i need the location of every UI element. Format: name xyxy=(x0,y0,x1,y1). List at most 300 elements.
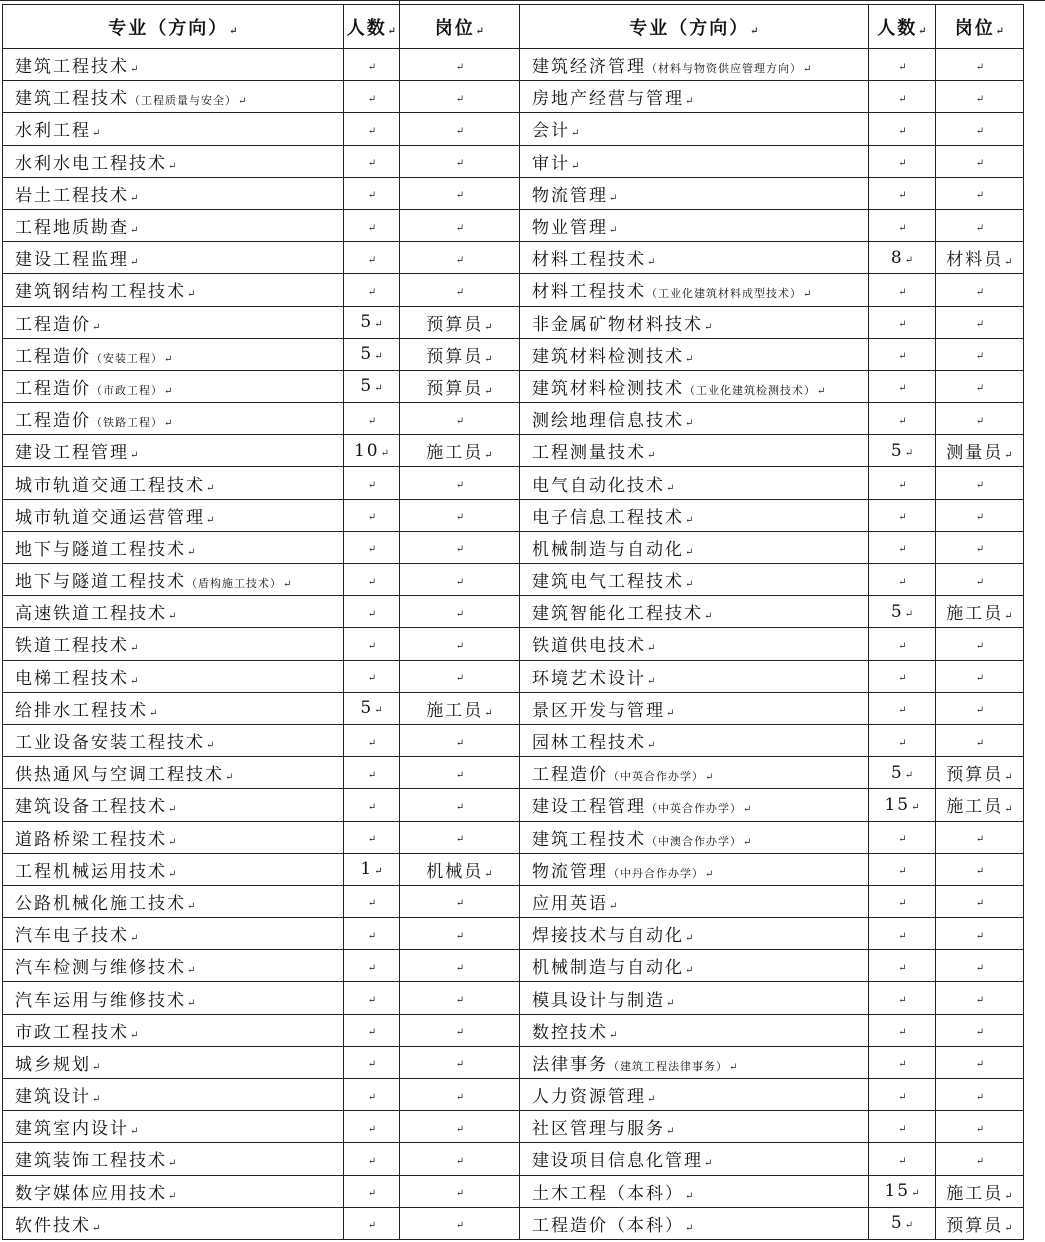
paragraph-mark: ↵ xyxy=(92,128,101,140)
paragraph-mark: ↵ xyxy=(484,450,493,462)
paragraph-mark: ↵ xyxy=(666,1126,675,1138)
major-name-cell-left xyxy=(3,242,344,274)
header-count-left: 人数↵ xyxy=(344,5,400,49)
paragraph-mark: ↵ xyxy=(374,866,383,878)
paragraph-mark: ↵ xyxy=(367,801,377,813)
paragraph-mark: ↵ xyxy=(1004,772,1013,784)
major-name-cell-left xyxy=(3,435,344,467)
major-name-cell-right xyxy=(520,821,869,853)
post-cell-right xyxy=(936,177,1024,209)
paragraph-mark: ↵ xyxy=(92,1094,101,1106)
major-name-cell-left xyxy=(3,81,344,113)
paragraph-mark: ↵ xyxy=(206,482,215,494)
paragraph-mark: ↵ xyxy=(898,222,907,234)
post-cell-right xyxy=(936,885,1024,917)
header-major-left: 专业（方向）↵ xyxy=(3,5,344,49)
major-name-cell-left xyxy=(3,564,344,596)
major-name: 岩土工程技术 xyxy=(15,185,129,206)
major-direction-note: （安装工程） xyxy=(91,351,163,365)
post-cell-right xyxy=(936,499,1024,531)
paragraph-mark: ↵ xyxy=(911,1188,920,1200)
major-name-cell-left xyxy=(3,853,344,885)
paragraph-mark: ↵ xyxy=(455,61,465,73)
major-name-cell-left xyxy=(3,1014,344,1046)
paragraph-mark: ↵ xyxy=(975,415,985,427)
post-cell-left xyxy=(400,177,520,209)
headcount-cell-left xyxy=(344,660,400,692)
major-name: 建设工程管理 xyxy=(15,443,129,464)
paragraph-mark: ↵ xyxy=(367,286,377,298)
headcount-cell-left xyxy=(344,789,400,821)
headcount-cell-right xyxy=(869,306,936,338)
headcount-value: 5 xyxy=(890,440,904,461)
major-name-cell-right xyxy=(520,1111,869,1143)
paragraph-mark: ↵ xyxy=(975,1059,985,1071)
post-cell-left xyxy=(400,982,520,1014)
table-row xyxy=(3,81,1024,113)
headcount-cell-left xyxy=(344,1014,400,1046)
paragraph-mark: ↵ xyxy=(455,254,465,266)
paragraph-mark: ↵ xyxy=(149,707,158,719)
paragraph-mark: ↵ xyxy=(975,1091,985,1103)
paragraph-mark: ↵ xyxy=(898,898,907,910)
paragraph-mark: ↵ xyxy=(455,962,465,974)
paragraph-mark: ↵ xyxy=(898,576,907,588)
major-name: 建筑电气工程技术 xyxy=(532,572,684,593)
paragraph-mark: ↵ xyxy=(367,1123,377,1135)
major-name: 汽车检测与维修技术 xyxy=(15,958,186,979)
headcount-cell-right xyxy=(869,724,936,756)
major-name-cell-left xyxy=(3,789,344,821)
paragraph-mark: ↵ xyxy=(92,1222,101,1234)
post-cell-left xyxy=(400,274,520,306)
major-name-cell-right xyxy=(520,338,869,370)
paragraph-mark: ↵ xyxy=(975,930,985,942)
major-name: 建筑智能化工程技术 xyxy=(532,604,703,625)
paragraph-mark: ↵ xyxy=(666,997,675,1009)
paragraph-mark: ↵ xyxy=(898,190,907,202)
major-name-cell-left xyxy=(3,1143,344,1175)
major-name-cell-right xyxy=(520,113,869,145)
headcount-value: 15 xyxy=(884,794,911,815)
paragraph-mark: ↵ xyxy=(975,834,985,846)
paragraph-mark: ↵ xyxy=(904,769,914,781)
post-cell-right xyxy=(936,467,1024,499)
paragraph-mark: ↵ xyxy=(455,673,465,685)
post-value: 施工员 xyxy=(426,700,484,721)
post-cell-right xyxy=(936,724,1024,756)
paragraph-mark: ↵ xyxy=(975,222,985,234)
major-name: 建设工程管理 xyxy=(532,797,646,818)
major-name: 非金属矿物材料技术 xyxy=(532,314,703,335)
paragraph-mark: ↵ xyxy=(168,836,177,848)
headcount-value: 15 xyxy=(884,1181,911,1202)
major-name-cell-right xyxy=(520,370,869,402)
post-cell-right xyxy=(936,1014,1024,1046)
post-cell-right xyxy=(936,918,1024,950)
headcount-cell-left xyxy=(344,338,400,370)
major-name-cell-left xyxy=(3,628,344,660)
paragraph-mark: ↵ xyxy=(898,61,907,73)
major-name-cell-left xyxy=(3,1046,344,1078)
major-name-cell-left xyxy=(3,1079,344,1111)
paragraph-mark: ↵ xyxy=(898,1091,907,1103)
paragraph-mark: ↵ xyxy=(975,319,985,331)
headcount-cell-right xyxy=(869,338,936,370)
paragraph-mark: ↵ xyxy=(187,900,196,912)
headcount-cell-left xyxy=(344,564,400,596)
headcount-cell-left xyxy=(344,435,400,467)
paragraph-mark: ↵ xyxy=(975,995,985,1007)
headcount-cell-right xyxy=(869,757,936,789)
paragraph-mark: ↵ xyxy=(904,254,914,266)
major-name-cell-right xyxy=(520,724,869,756)
paragraph-mark: ↵ xyxy=(1004,804,1013,816)
major-name: 工程测量技术 xyxy=(532,443,646,464)
paragraph-mark: ↵ xyxy=(898,544,907,556)
paragraph-mark: ↵ xyxy=(685,579,694,591)
paragraph-mark: ↵ xyxy=(455,995,465,1007)
paragraph-mark: ↵ xyxy=(367,125,377,137)
paragraph-mark: ↵ xyxy=(455,1188,465,1200)
paragraph-mark: ↵ xyxy=(975,640,985,652)
post-cell-right xyxy=(936,853,1024,885)
headcount-cell-right xyxy=(869,918,936,950)
major-name: 数控技术 xyxy=(532,1022,608,1043)
paragraph-mark: ↵ xyxy=(455,158,465,170)
major-name-cell-right xyxy=(520,1014,869,1046)
paragraph-mark: ↵ xyxy=(898,319,907,331)
post-cell-right xyxy=(936,113,1024,145)
paragraph-mark: ↵ xyxy=(898,125,907,137)
paragraph-mark: ↵ xyxy=(898,1027,907,1039)
headcount-cell-right xyxy=(869,1111,936,1143)
paragraph-mark: ↵ xyxy=(704,611,713,623)
post-value: 施工员 xyxy=(946,1183,1004,1204)
paragraph-mark: ↵ xyxy=(367,1155,377,1167)
paragraph-mark: ↵ xyxy=(484,353,493,365)
major-name-cell-right xyxy=(520,467,869,499)
paragraph-mark: ↵ xyxy=(898,415,907,427)
major-name-cell-right xyxy=(520,49,869,81)
headcount-cell-left xyxy=(344,370,400,402)
major-name: 会计 xyxy=(532,121,570,142)
table-row xyxy=(3,370,1024,402)
table-row xyxy=(3,1079,1024,1111)
header-post-left: 岗位↵ xyxy=(400,5,520,49)
post-cell-left xyxy=(400,628,520,660)
major-name: 机械制造与自动化 xyxy=(532,539,684,560)
major-name: 建设项目信息化管理 xyxy=(532,1151,703,1172)
paragraph-mark: ↵ xyxy=(685,1190,694,1202)
paragraph-mark: ↵ xyxy=(898,866,907,878)
major-name-cell-right xyxy=(520,564,869,596)
major-name-cell-right xyxy=(520,306,869,338)
paragraph-mark: ↵ xyxy=(367,544,377,556)
post-cell-left xyxy=(400,113,520,145)
paragraph-mark: ↵ xyxy=(380,447,390,459)
paragraph-mark: ↵ xyxy=(904,608,914,620)
paragraph-mark: ↵ xyxy=(367,769,377,781)
table-row xyxy=(3,628,1024,660)
major-name: 建筑钢结构工程技术 xyxy=(15,282,186,303)
headcount-cell-right xyxy=(869,81,936,113)
headcount-value: 5 xyxy=(890,762,904,783)
paragraph-mark: ↵ xyxy=(647,675,656,687)
headcount-cell-left xyxy=(344,596,400,628)
table-row xyxy=(3,564,1024,596)
headcount-cell-left xyxy=(344,821,400,853)
post-cell-left xyxy=(400,885,520,917)
paragraph-mark: ↵ xyxy=(975,544,985,556)
table-row xyxy=(3,853,1024,885)
post-cell-right xyxy=(936,1046,1024,1078)
paragraph-mark: ↵ xyxy=(609,900,618,912)
major-name: 社区管理与服务 xyxy=(532,1119,665,1140)
paragraph-mark: ↵ xyxy=(367,61,377,73)
paragraph-mark: ↵ xyxy=(975,93,985,105)
paragraph-mark: ↵ xyxy=(455,1027,465,1039)
paragraph-mark: ↵ xyxy=(455,834,465,846)
major-name: 园林工程技术 xyxy=(532,733,646,754)
post-cell-right xyxy=(936,628,1024,660)
paragraph-mark: ↵ xyxy=(367,995,377,1007)
headcount-cell-left xyxy=(344,1111,400,1143)
major-name: 建筑材料检测技术 xyxy=(532,378,684,399)
table-row xyxy=(3,789,1024,821)
major-name: 建筑工程技术 xyxy=(532,829,646,850)
header-post-right: 岗位↵ xyxy=(936,5,1024,49)
table-row xyxy=(3,596,1024,628)
major-name: 水利水电工程技术 xyxy=(15,153,167,174)
paragraph-mark: ↵ xyxy=(975,286,985,298)
headcount-value: 10 xyxy=(353,440,380,461)
headcount-cell-left xyxy=(344,853,400,885)
paragraph-mark: ↵ xyxy=(367,222,377,234)
paragraph-mark: ↵ xyxy=(168,160,177,172)
major-name: 建筑设计 xyxy=(15,1087,91,1108)
table-row xyxy=(3,209,1024,241)
post-value: 测量员 xyxy=(946,443,1004,464)
paragraph-mark: ↵ xyxy=(685,353,694,365)
paragraph-mark: ↵ xyxy=(92,321,101,333)
major-name: 建筑室内设计 xyxy=(15,1119,129,1140)
table-row xyxy=(3,918,1024,950)
paragraph-mark: ↵ xyxy=(975,962,985,974)
major-name: 数字媒体应用技术 xyxy=(15,1183,167,1204)
major-name-cell-right xyxy=(520,1175,869,1207)
major-name-cell-right xyxy=(520,531,869,563)
post-cell-right xyxy=(936,1207,1024,1239)
paragraph-mark: ↵ xyxy=(898,1059,907,1071)
paragraph-mark: ↵ xyxy=(647,450,656,462)
table-body xyxy=(3,49,1024,1240)
major-name: 铁道工程技术 xyxy=(15,636,129,657)
table-row xyxy=(3,531,1024,563)
major-name: 机械制造与自动化 xyxy=(532,958,684,979)
paragraph-mark: ↵ xyxy=(164,418,173,430)
paragraph-mark: ↵ xyxy=(898,640,907,652)
major-name-cell-left xyxy=(3,499,344,531)
paragraph-mark: ↵ xyxy=(455,480,465,492)
paragraph-mark: ↵ xyxy=(130,192,139,204)
paragraph-mark: ↵ xyxy=(743,804,752,816)
major-name: 审计 xyxy=(532,153,570,174)
headcount-cell-right xyxy=(869,1046,936,1078)
post-value: 施工员 xyxy=(426,443,484,464)
paragraph-mark: ↵ xyxy=(130,1029,139,1041)
paragraph-mark: ↵ xyxy=(367,480,377,492)
post-cell-right xyxy=(936,660,1024,692)
paragraph-mark: ↵ xyxy=(367,190,377,202)
table-row xyxy=(3,49,1024,81)
major-direction-note: （中英合作办学） xyxy=(646,802,742,816)
paragraph-mark: ↵ xyxy=(455,1220,465,1232)
headcount-cell-right xyxy=(869,1079,936,1111)
paragraph-mark: ↵ xyxy=(187,965,196,977)
paragraph-mark: ↵ xyxy=(666,482,675,494)
paragraph-mark: ↵ xyxy=(647,1094,656,1106)
paragraph-mark: ↵ xyxy=(374,383,383,395)
paragraph-mark: ↵ xyxy=(609,225,618,237)
major-name: 房地产经营与管理 xyxy=(532,89,684,110)
major-name: 城市轨道交通工程技术 xyxy=(15,475,205,496)
table-row xyxy=(3,660,1024,692)
major-direction-note: （中英合作办学） xyxy=(608,770,704,784)
post-cell-left xyxy=(400,435,520,467)
post-cell-left xyxy=(400,49,520,81)
post-cell-left xyxy=(400,370,520,402)
paragraph-mark: ↵ xyxy=(898,93,907,105)
paragraph-mark: ↵ xyxy=(374,351,383,363)
headcount-cell-left xyxy=(344,982,400,1014)
paragraph-mark: ↵ xyxy=(455,512,465,524)
paragraph-mark: ↵ xyxy=(367,1027,377,1039)
major-name: 模具设计与制造 xyxy=(532,990,665,1011)
major-name-cell-right xyxy=(520,499,869,531)
major-name-cell-right xyxy=(520,982,869,1014)
post-cell-left xyxy=(400,145,520,177)
paragraph-mark: ↵ xyxy=(911,801,920,813)
post-cell-left xyxy=(400,1207,520,1239)
headcount-cell-right xyxy=(869,885,936,917)
paragraph-mark: ↵ xyxy=(704,1158,713,1170)
headcount-cell-right xyxy=(869,1207,936,1239)
major-direction-note: （中丹合作办学） xyxy=(608,866,704,880)
paragraph-mark: ↵ xyxy=(168,611,177,623)
headcount-cell-left xyxy=(344,950,400,982)
major-name-cell-left xyxy=(3,982,344,1014)
major-direction-note: （市政工程） xyxy=(91,383,163,397)
major-name: 市政工程技术 xyxy=(15,1022,129,1043)
paragraph-mark: ↵ xyxy=(367,898,377,910)
paragraph-mark: ↵ xyxy=(975,480,985,492)
paragraph-mark: ↵ xyxy=(904,447,914,459)
major-direction-note: （盾构施工技术） xyxy=(186,577,282,591)
major-name-cell-left xyxy=(3,306,344,338)
paragraph-mark: ↵ xyxy=(571,128,580,140)
post-cell-left xyxy=(400,821,520,853)
major-name: 汽车运用与维修技术 xyxy=(15,990,186,1011)
paragraph-mark: ↵ xyxy=(647,643,656,655)
headcount-cell-right xyxy=(869,1175,936,1207)
major-name-cell-left xyxy=(3,209,344,241)
headcount-cell-right xyxy=(869,692,936,724)
paragraph-mark: ↵ xyxy=(898,383,907,395)
paragraph-mark: ↵ xyxy=(975,705,985,717)
headcount-cell-right xyxy=(869,950,936,982)
paragraph-mark: ↵ xyxy=(367,834,377,846)
major-name: 工程机械运用技术 xyxy=(15,861,167,882)
paragraph-mark: ↵ xyxy=(1004,611,1013,623)
paragraph-mark: ↵ xyxy=(898,834,907,846)
paragraph-mark: ↵ xyxy=(685,1222,694,1234)
table-row xyxy=(3,177,1024,209)
major-name: 汽车电子技术 xyxy=(15,926,129,947)
paragraph-mark: ↵ xyxy=(975,1123,985,1135)
headcount-cell-left xyxy=(344,49,400,81)
major-name: 建设工程监理 xyxy=(15,250,129,271)
paragraph-mark: ↵ xyxy=(374,705,383,717)
headcount-value: 5 xyxy=(360,698,374,719)
headcount-cell-left xyxy=(344,724,400,756)
major-name-cell-right xyxy=(520,853,869,885)
major-name-cell-right xyxy=(520,757,869,789)
paragraph-mark: ↵ xyxy=(367,962,377,974)
major-name: 材料工程技术 xyxy=(532,250,646,271)
paragraph-mark: ↵ xyxy=(367,640,377,652)
paragraph-mark: ↵ xyxy=(484,385,493,397)
post-cell-right xyxy=(936,564,1024,596)
major-name-cell-right xyxy=(520,81,869,113)
major-name-cell-left xyxy=(3,467,344,499)
headcount-cell-right xyxy=(869,1143,936,1175)
headcount-cell-right xyxy=(869,177,936,209)
major-name-cell-right xyxy=(520,145,869,177)
paragraph-mark: ↵ xyxy=(975,61,985,73)
major-name: 工程地质勘查 xyxy=(15,218,129,239)
paragraph-mark: ↵ xyxy=(1004,1190,1013,1202)
table-row xyxy=(3,757,1024,789)
paragraph-mark: ↵ xyxy=(817,385,826,397)
paragraph-mark: ↵ xyxy=(130,643,139,655)
post-cell-right xyxy=(936,982,1024,1014)
major-name: 工程造价 xyxy=(15,314,91,335)
paragraph-mark: ↵ xyxy=(455,576,465,588)
paragraph-mark: ↵ xyxy=(367,930,377,942)
major-name-cell-left xyxy=(3,950,344,982)
paragraph-mark: ↵ xyxy=(455,737,465,749)
paragraph-mark: ↵ xyxy=(455,544,465,556)
paragraph-mark: ↵ xyxy=(705,868,714,880)
paragraph-mark: ↵ xyxy=(374,319,383,331)
table-row xyxy=(3,821,1024,853)
paragraph-mark: ↵ xyxy=(455,898,465,910)
headcount-cell-left xyxy=(344,177,400,209)
post-cell-left xyxy=(400,531,520,563)
paragraph-mark: ↵ xyxy=(685,965,694,977)
post-cell-left xyxy=(400,692,520,724)
major-name-cell-left xyxy=(3,145,344,177)
paragraph-mark: ↵ xyxy=(168,1158,177,1170)
major-name-cell-left xyxy=(3,1175,344,1207)
paragraph-mark: ↵ xyxy=(455,222,465,234)
paragraph-mark: ↵ xyxy=(975,512,985,524)
paragraph-mark: ↵ xyxy=(975,1027,985,1039)
headcount-cell-right xyxy=(869,370,936,402)
major-name-cell-right xyxy=(520,789,869,821)
post-value: 预算员 xyxy=(426,346,484,367)
